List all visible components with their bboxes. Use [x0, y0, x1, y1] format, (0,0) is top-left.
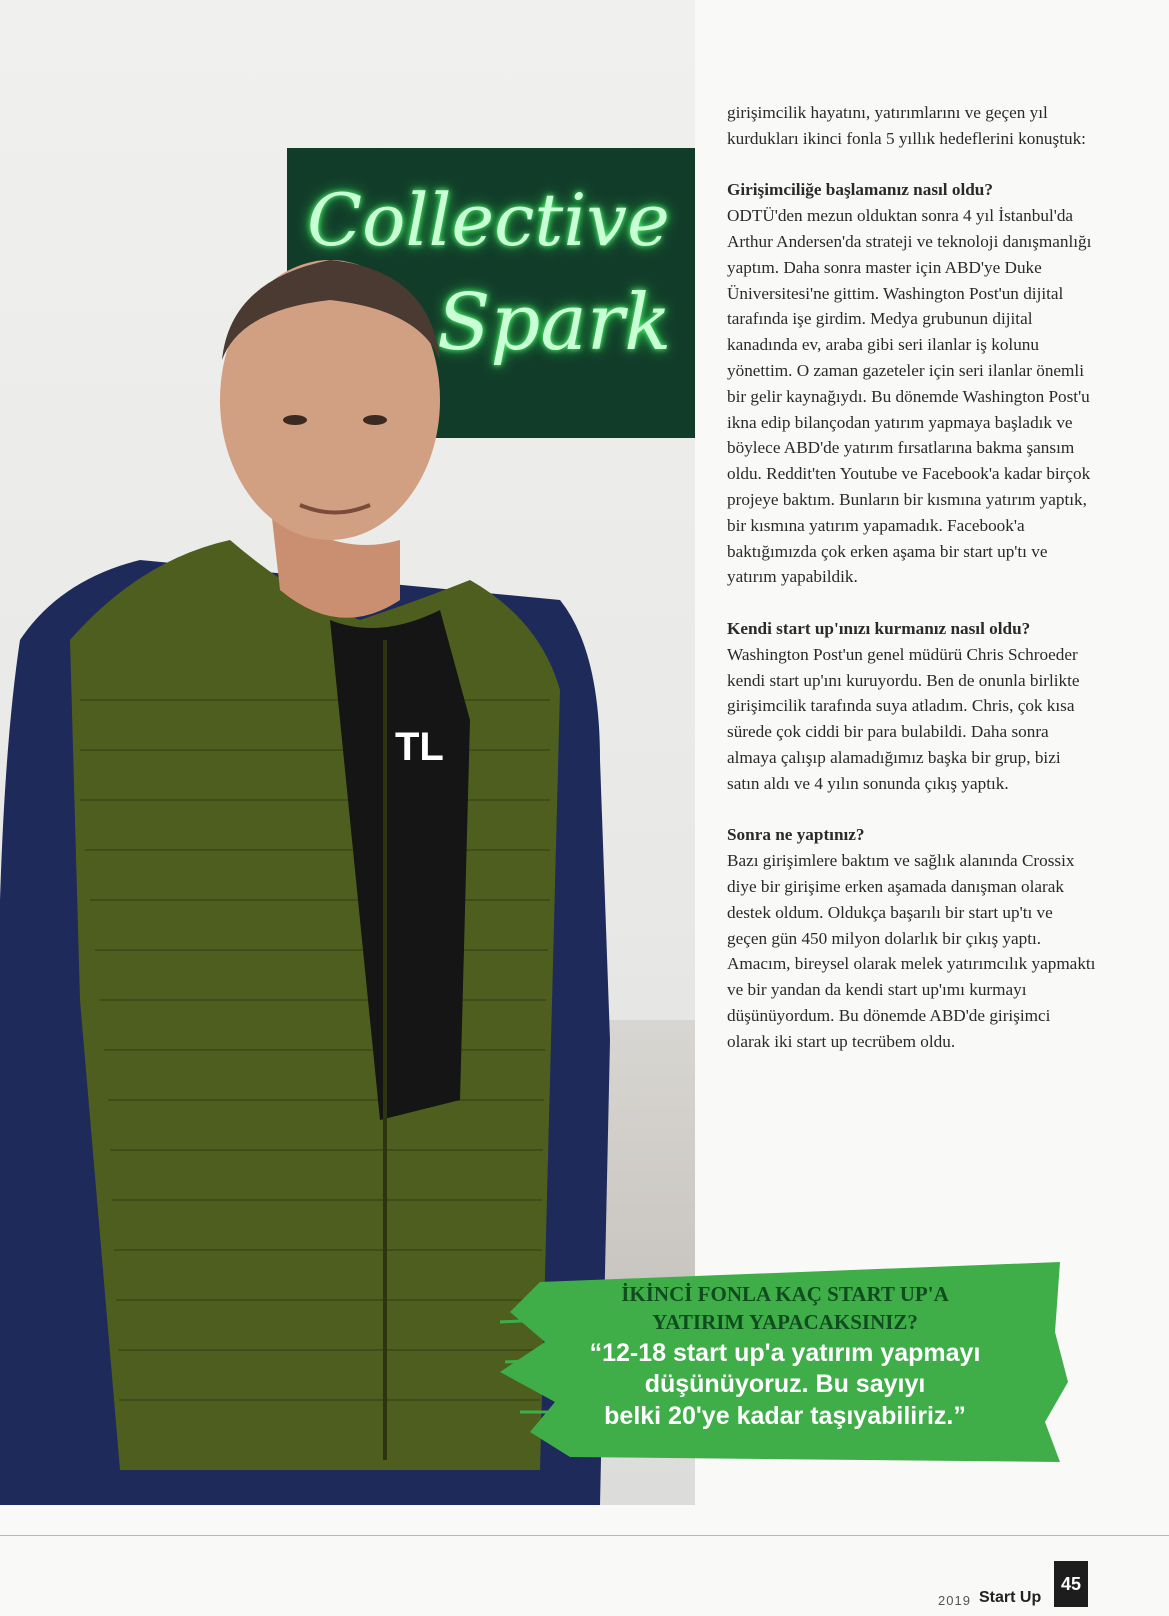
callout-question-line2: YATIRIM YAPACAKSINIZ?: [652, 1310, 918, 1334]
pull-quote-callout: [500, 1262, 1070, 1467]
answer-1: ODTÜ'den mezun olduktan sonra 4 yıl İstanbul'da Arthur Andersen'da strateji ve teknoloji danışmanlığı yaptım. Daha sonra master için ABD'ye Duke Üniversitesi'ne gittim. Washington Post'un dijital tarafında işe girdim. Medya grubunun dijital kanadında ev, araba gibi seri ilanlar iş kolunu yönettim. O zaman gazeteler için seri ilanlar önemli bir gelir kaynağıydı. Bu dönemde Washington Post'u ikna edip bilançodan yatırım yapmaya başladık ve böylece ABD'de yatırım fırsatlarına bakma şansım oldu. Reddit'ten Youtube ve Facebook'a kadar birçok projeye baktım. Bunların bir kısmına yatırım yaptık, bir kısmına yatırım yapamadık. Facebook'a baktığımızda çok erken aşama bir start up'tı ve yatırım yapabildik.: [727, 206, 1092, 587]
callout-answer-line1: “12-18 start up'a yatırım yapmayı: [589, 1339, 981, 1367]
question-2: Kendi start up'ınızı kurmanız nasıl oldu?: [727, 618, 1031, 638]
answer-3: Bazı girişimlere baktım ve sağlık alanında Crossix diye bir girişime erken aşamada danışman olarak destek oldum. Oldukça başarılı bir start up'tı ve geçen gün 450 milyon dolarlık bir çıkış yaptı. Amacım, bireysel olarak melek yatırımcılık yapmaktı ve bir yandan da kendi start up'ımı kurmayı düşünüyordum. Bu dönemde ABD'de girişimci olarak iki start up tecrübem oldu.: [727, 851, 1096, 1051]
page-number: 45: [1054, 1561, 1088, 1607]
article-column: [727, 100, 1097, 1054]
question-1: Girişimciliğe başlamanız nasıl oldu?: [727, 180, 993, 200]
neon-sign-line2: Spark: [437, 278, 672, 368]
callout-question-line1: İKİNCİ FONLA KAÇ START UP'A: [621, 1282, 949, 1306]
footer-divider: [0, 1535, 1169, 1536]
answer-2: Washington Post'un genel müdürü Chris Schroeder kendi start up'ını kuruyordu. Ben de onunla birlikte girişimcilik tarafında suya atladım. Chris, çok kısa sürede çok ciddi bir para bulabildi. Daha sonra almaya çalışıp alamadığımız başka bir grup, bizi satın aldı ve 4 yılın sonunda çıkış yaptık.: [727, 644, 1080, 793]
question-3: Sonra ne yaptınız?: [727, 825, 865, 845]
callout-answer-line3: belki 20'ye kadar taşıyabiliriz.”: [604, 1402, 966, 1430]
footer-magazine-name: Start Up: [979, 1589, 1042, 1606]
intro-paragraph: girişimcilik hayatını, yatırımlarını ve geçen yıl kurdukları ikinci fonla 5 yıllık hedeflerini konuştuk:: [727, 103, 1086, 148]
neon-sign-line1: Collective: [307, 178, 670, 262]
shirt-print: TL: [395, 725, 444, 769]
footer-year: 2019: [938, 1593, 971, 1608]
callout-answer-line2: düşünüyoruz. Bu sayıyı: [644, 1370, 926, 1398]
